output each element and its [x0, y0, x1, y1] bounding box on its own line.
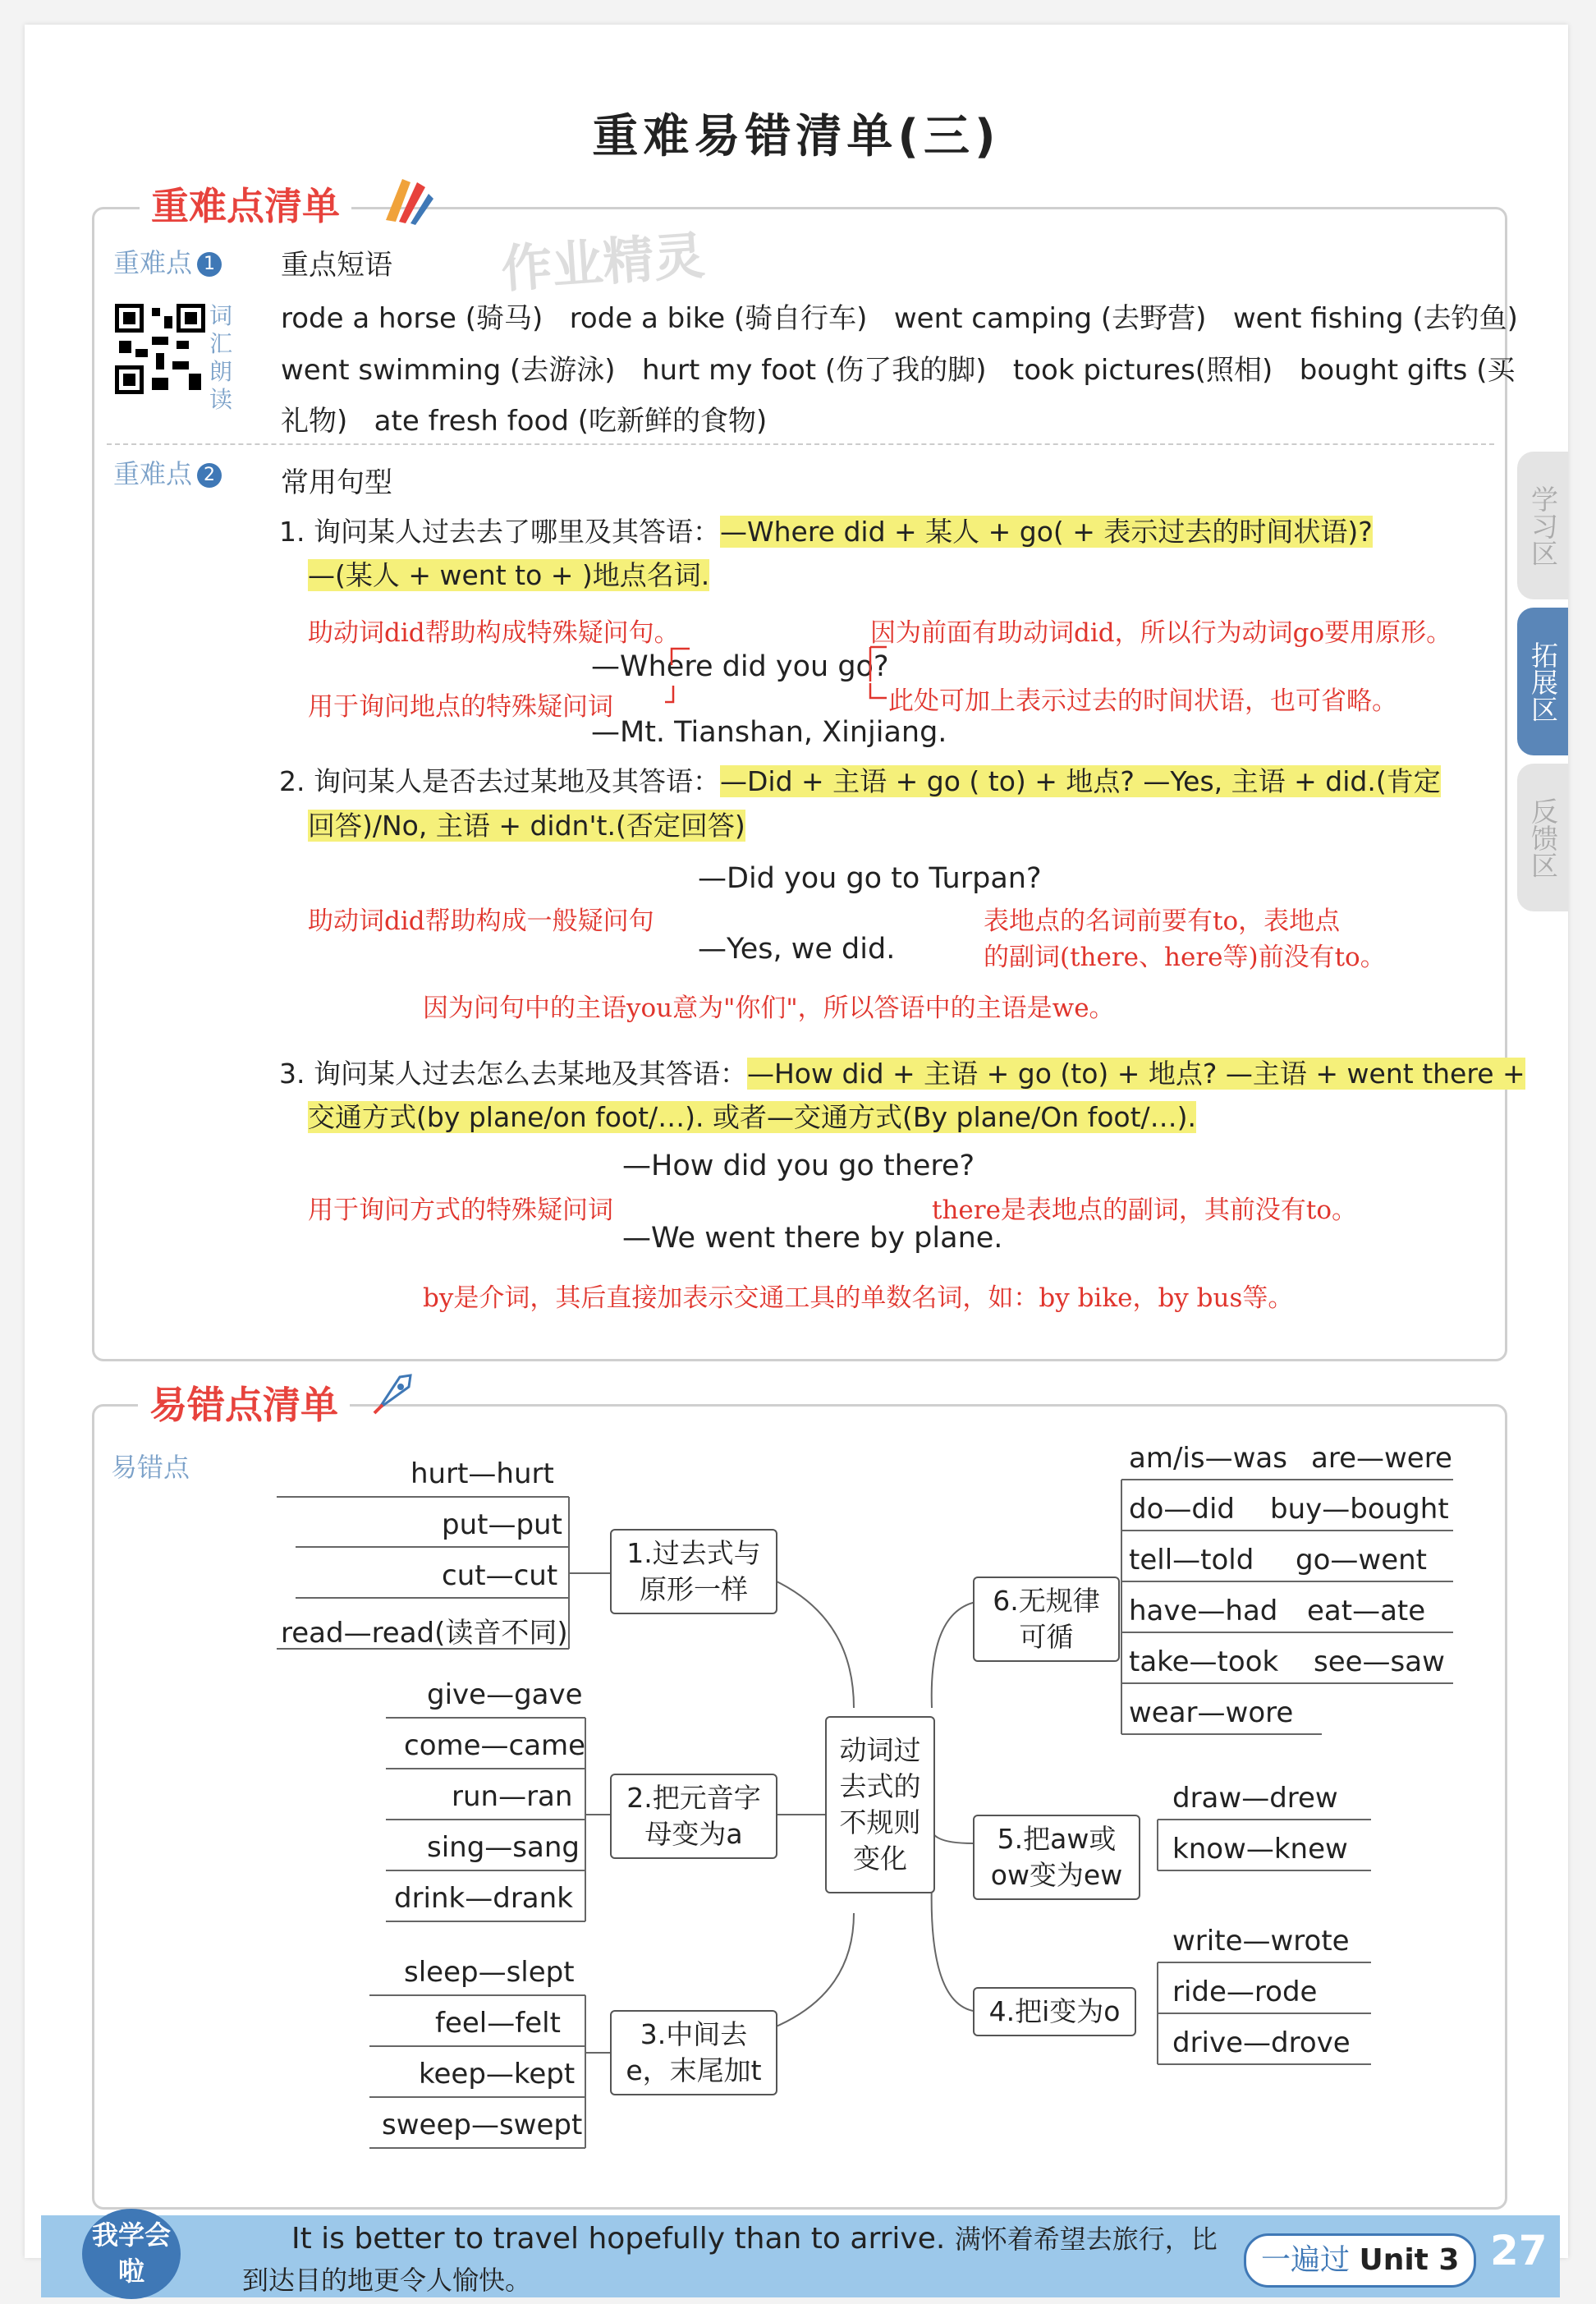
group1-label: 1.过去式与原形一样: [610, 1529, 777, 1614]
item2-note-right1: 表地点的名词前要有to，表地点: [984, 906, 1341, 936]
group1-word: put—put: [442, 1508, 562, 1541]
group1-word: cut—cut: [442, 1559, 558, 1592]
mindmap-center: 动词过去式的不规则变化: [825, 1716, 935, 1893]
group4-word: ride—rode: [1172, 1976, 1318, 2008]
group2-word: sing—sang: [427, 1831, 580, 1864]
group5-word: know—knew: [1172, 1833, 1348, 1866]
item1-note-right1: 因为前面有助动词did，所以行为动词go要用原形。: [870, 618, 1452, 648]
item3-note-right1: there是表地点的副词，其前没有to。: [932, 1196, 1358, 1225]
group3-word: keep—kept: [419, 2058, 576, 2091]
group2-word: run—ran: [452, 1780, 573, 1813]
item3-example-question: —How did you go there?: [622, 1150, 975, 1182]
side-tab-study[interactable]: 学习区: [1517, 452, 1568, 599]
point1-subtitle: 重点短语: [281, 249, 392, 282]
item1-note-left2: 用于询问地点的特殊疑问词: [308, 692, 613, 722]
group4-word: drive—drove: [1172, 2026, 1351, 2059]
item3-text: 3. 询问某人过去怎么去某地及其答语：—How did + 主语 + go (to) + 地点? —主语 + went there +: [279, 1058, 1525, 1090]
footer-quote: It is better to travel hopefully than to arrive. 满怀着希望去旅行，比: [291, 2222, 1218, 2256]
group2-word: come—came: [404, 1729, 586, 1762]
group2-word: drink—drank: [394, 1882, 573, 1915]
group6-word: take—took: [1129, 1645, 1279, 1678]
group1-word: read—read(读音不同): [281, 1617, 568, 1650]
key-points-heading: 重难点清单: [140, 177, 351, 231]
group6-word: eat—ate: [1307, 1595, 1426, 1627]
errors-heading: 易错点清单: [138, 1375, 350, 1430]
item3-example-answer: —We went there by plane.: [622, 1222, 1003, 1255]
mindmap-lines: [25, 25, 1568, 2258]
item2-pattern2: 回答)/No, 主语 + didn't.(否定回答): [308, 810, 745, 842]
group2-word: give—gave: [427, 1678, 583, 1711]
point2-subtitle: 常用句型: [281, 466, 392, 499]
footer-quote-zh: 到达目的地更令人愉快。: [242, 2265, 532, 2296]
phrases-line2: went swimming (去游泳) hurt my foot (伤了我的脚) took pictures(照相) bought gifts (买: [281, 354, 1516, 387]
group6-word: am/is—was: [1129, 1442, 1287, 1475]
page-number: 27: [1490, 2227, 1548, 2274]
group6-word: are—were: [1311, 1442, 1452, 1475]
point1-tag: 重难点 1: [113, 242, 222, 280]
point2-tag: 重难点 2: [113, 453, 222, 491]
item1-text: 1. 询问某人过去去了哪里及其答语：—Where did + 某人 + go( + 表示过去的时间状语)?: [279, 516, 1373, 548]
item2-example-question: —Did you go to Turpan?: [698, 862, 1042, 895]
group3-label: 3.中间去e，末尾加t: [610, 2010, 777, 2095]
item2-note-left1: 助动词did帮助构成一般疑问句: [308, 906, 654, 936]
side-tab-feedback[interactable]: 反馈区: [1517, 764, 1568, 911]
group5-word: draw—drew: [1172, 1782, 1338, 1815]
group6-word: tell—told: [1129, 1544, 1254, 1577]
item1-example-answer: —Mt. Tianshan, Xinjiang.: [591, 716, 947, 749]
item2-example-answer: —Yes, we did.: [698, 933, 896, 966]
footer-badge: 我学会啦: [82, 2209, 181, 2299]
item2-text: 2. 询问某人是否去过某地及其答语：—Did + 主语 + go ( to) + 地点? —Yes, 主语 + did.(肯定: [279, 765, 1441, 797]
side-tab-extend[interactable]: 拓展区: [1517, 608, 1568, 755]
phrases-line1: rode a horse (骑马) rode a bike (骑自行车) went camping (去野营) went fishing (去钓鱼): [281, 302, 1518, 335]
group3-word: sleep—slept: [404, 1956, 575, 1989]
watermark: 作业精灵: [499, 225, 707, 300]
group4-word: write—wrote: [1172, 1925, 1350, 1957]
item2-note-right2: 的副词(there、here等)前没有to。: [984, 943, 1386, 972]
item1-example-question: —Where did you go?: [591, 650, 889, 683]
group1-word: hurt—hurt: [410, 1457, 554, 1490]
item1-pattern2: —(某人 + went to + )地点名词.: [308, 559, 710, 591]
item3-note-bottom: by是介词，其后直接加表示交通工具的单数名词，如：by bike，by bus等。: [423, 1283, 1294, 1313]
group4-label: 4.把i变为o: [973, 1987, 1136, 2036]
group6-word: go—went: [1296, 1544, 1427, 1577]
group6-word: wear—wore: [1129, 1696, 1294, 1729]
item1-note-left1: 助动词did帮助构成特殊疑问句。: [308, 618, 680, 648]
page: [25, 25, 1568, 2258]
group3-word: sweep—swept: [382, 2109, 583, 2141]
group5-label: 5.把aw或ow变为ew: [973, 1815, 1140, 1900]
group2-label: 2.把元音字母变为a: [610, 1774, 777, 1859]
page-title: 重难易错清单(三): [592, 110, 1001, 163]
footer-series: 一遍过 Unit 3: [1244, 2233, 1476, 2288]
item3-pattern2: 交通方式(by plane/on foot/…). 或者—交通方式(By plane/On foot/…).: [308, 1101, 1197, 1133]
qr-caption: 词汇朗读: [209, 302, 233, 413]
item2-note-bottom: 因为问句中的主语you意为"你们"，所以答语中的主语是we。: [423, 994, 1115, 1023]
errors-tag: 易错点: [111, 1452, 190, 1483]
item3-note-left1: 用于询问方式的特殊疑问词: [308, 1196, 613, 1225]
phrases-line3: 礼物) ate fresh food (吃新鲜的食物): [281, 405, 768, 438]
group6-word: see—saw: [1314, 1645, 1445, 1678]
group6-word: buy—bought: [1270, 1493, 1449, 1526]
group6-word: do—did: [1129, 1493, 1235, 1526]
group3-word: feel—felt: [435, 2007, 561, 2040]
item1-note-right2: 此处可加上表示过去的时间状语，也可省略。: [888, 686, 1397, 716]
group6-word: have—had: [1129, 1595, 1278, 1627]
group6-label: 6.无规律可循: [973, 1577, 1120, 1662]
